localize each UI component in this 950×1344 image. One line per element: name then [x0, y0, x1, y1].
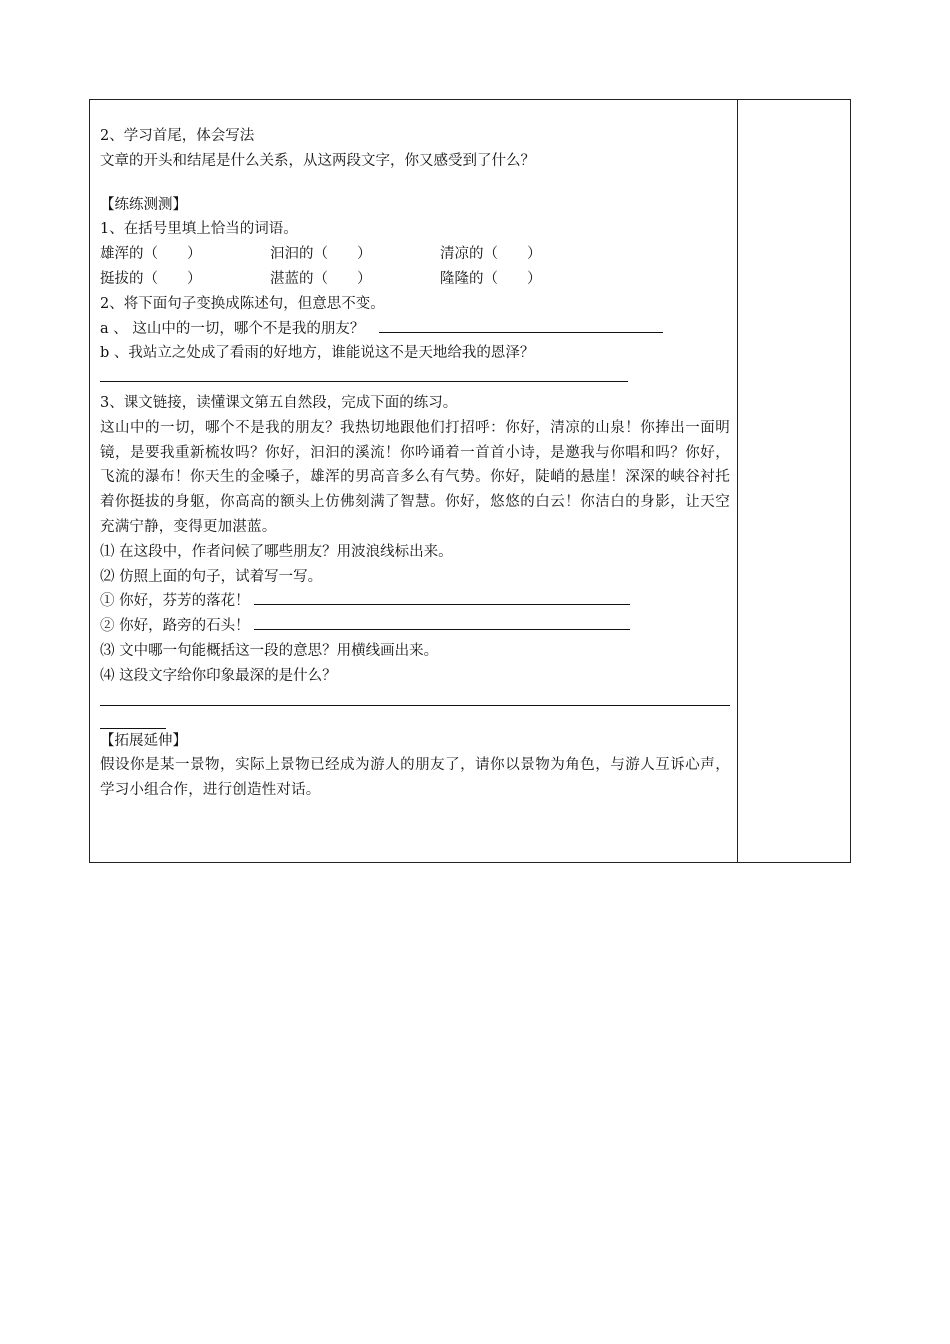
- section-title: 2、学习首尾，体会写法: [100, 128, 255, 144]
- q3-sub-2b: [100, 614, 730, 639]
- answer-line: [100, 367, 628, 382]
- section-question: 文章的开头和结尾是什么关系，从这两段文字，你又感受到了什么？: [100, 152, 535, 169]
- answer-line: [254, 615, 630, 630]
- q1-row-2: [100, 267, 730, 292]
- worksheet-table: [89, 99, 851, 863]
- q1-item: 湛蓝的（ ）: [270, 270, 372, 287]
- extension-header: 【拓展延伸】: [100, 732, 187, 749]
- q3-sub-3: ⑶ 文中哪一句能概括这一段的意思？用横线画出来。: [100, 642, 439, 659]
- worksheet-content: [100, 124, 730, 803]
- q1-item: 雄浑的（ ）: [100, 246, 202, 263]
- q3-sub-2a: [100, 589, 730, 614]
- q2-title: 2、将下面句子变换成陈述句，但意思不变。: [100, 295, 385, 312]
- q3-title: 3、课文链接，读懂课文第五自然段，完成下面的练习。: [100, 394, 458, 411]
- practice-header: 【练练测测】: [100, 196, 187, 213]
- q3-sub-1: ⑴ 在这段中，作者问候了哪些朋友？用波浪线标出来。: [100, 543, 453, 560]
- answer-line: [254, 590, 630, 605]
- q3-sub-2: ⑵ 仿照上面的句子，试着写一写。: [100, 568, 323, 585]
- q1-item: 清凉的（ ）: [440, 246, 542, 263]
- q3-sub-2b-text: ② 你好，路旁的石头！: [100, 618, 250, 635]
- extension-text: 假设你是某一景物，实际上景物已经成为游人的朋友了，请你以景物为角色，与游人互诉心声，学习小组合作，进行创造性对话。: [100, 757, 730, 799]
- column-divider: [737, 100, 738, 862]
- q3-passage: 这山中的一切，哪个不是我的朋友？我热切地跟他们打招呼：你好，清凉的山泉！你捧出一面明镜，是要我重新梳妆吗？你好，汩汩的溪流！你吟诵着一首首小诗，是邀我与你唱和吗？你好，飞流的瀑布！你天生的金嗓子，雄浑的男高音多么有气势。你好，陡峭的悬崖！深深的峡谷衬托着你挺拔的身躯，你高高的额头上仿佛刻满了智慧。你好，悠悠的白云！你洁白的身影，让天空充满宁静，变得更加湛蓝。: [100, 419, 730, 535]
- q1-item: 挺拔的（ ）: [100, 270, 202, 287]
- q1-item: 隆隆的（ ）: [440, 270, 542, 287]
- q2-a: [100, 317, 730, 342]
- q3-sub-4: ⑷ 这段文字给你印象最深的是什么？: [100, 667, 337, 684]
- answer-line: [379, 318, 663, 333]
- q2-a-text: a 、 这山中的一切，哪个不是我的朋友？: [100, 320, 365, 337]
- answer-line: [100, 706, 166, 729]
- q3-sub-2a-text: ① 你好，芬芳的落花！: [100, 593, 250, 610]
- q1-row-1: [100, 242, 730, 267]
- q1-item: 汩汩的（ ）: [270, 246, 372, 263]
- answer-line: [100, 689, 730, 706]
- q2-b-answer: [100, 366, 730, 391]
- q2-b-text: b 、我站立之处成了看雨的好地方，谁能说这不是天地给我的恩泽？: [100, 345, 535, 362]
- q1-title: 1、在括号里填上恰当的词语。: [100, 221, 298, 238]
